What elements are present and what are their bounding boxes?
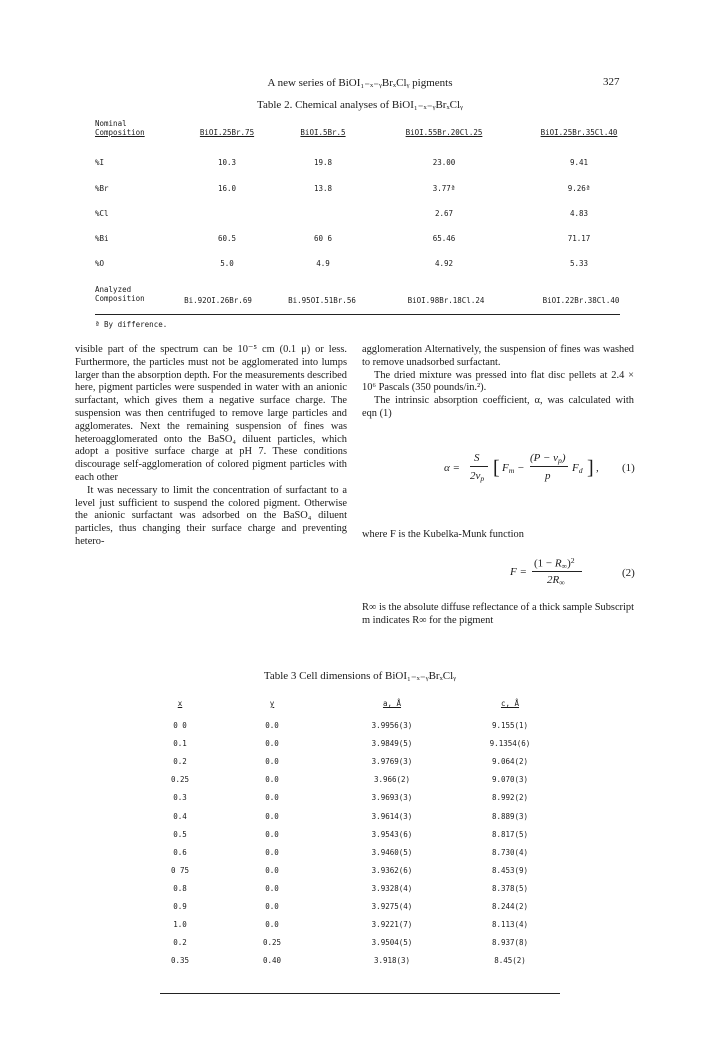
table3-cell: 8.992(2) xyxy=(491,793,529,803)
table3-cell: 3.9956(3) xyxy=(371,721,413,730)
table3-cell: 0.0 xyxy=(265,829,279,839)
table3-cell: 0.0 xyxy=(265,883,279,893)
table2-cell: 2.67 xyxy=(434,209,454,218)
table3-cell: 0.6 xyxy=(173,847,187,857)
table2-cell: 4.92 xyxy=(434,259,454,268)
table3-cell: 8.113(4) xyxy=(491,920,529,930)
table2-cell: 13.8 xyxy=(313,184,333,193)
table3-cell: 1.0 xyxy=(173,920,187,930)
table3-cell: 0.0 xyxy=(265,920,279,930)
body-paragraph: R∞ is the absolute diffuse reflectance of a thick sample Subscript m indicates R∞ for the pigment xyxy=(362,602,634,626)
table2-cell: 9.41 xyxy=(569,158,589,167)
table3-cell: 8.817(5) xyxy=(491,829,529,839)
table3-cell: 0.0 xyxy=(265,847,279,857)
table3-cell: 3.9328(4) xyxy=(371,883,413,893)
table3-cell: 3.9362(6) xyxy=(371,865,413,875)
table3-cell: 3.918(3) xyxy=(373,956,411,966)
table2-row-label: %Bi xyxy=(95,234,109,243)
table3-cell: 9.1354(6) xyxy=(489,739,531,749)
table2-cell: 60.5 xyxy=(217,234,237,243)
table3-cell: 0.0 xyxy=(265,902,279,911)
table2-caption: Table 2. Chemical analyses of BiOI₁₋ₓ₋ᵧBrₓClᵧ xyxy=(257,99,463,111)
table3-cell: 3.9221(7) xyxy=(371,920,413,930)
table3-cell: 0.0 xyxy=(265,811,279,821)
body-paragraph: The intrinsic absorption coefficient, α, was calculated with eqn (1) xyxy=(362,395,634,419)
equation-2-number: (2) xyxy=(622,567,635,579)
table3-bottom-rule xyxy=(160,993,560,994)
table3-cell: 3.9460(5) xyxy=(371,847,413,857)
table2-analyzed-composition: Bi.92OI.26Br.69 xyxy=(184,296,252,305)
table3-cell: 0 0 xyxy=(173,721,187,730)
table2-row-label: %Br xyxy=(95,184,109,193)
table3-cell: 9.155(1) xyxy=(491,721,529,730)
table3-cell: 3.9275(4) xyxy=(371,902,413,911)
table2-cell: 60 6 xyxy=(313,234,333,243)
table2-cell: 23.00 xyxy=(432,158,456,167)
table3-cell: 0.25 xyxy=(170,775,190,785)
table2-row-label: %I xyxy=(95,158,105,167)
table3-cell: 0.35 xyxy=(170,956,190,966)
table2-analyzed-composition: BiOI.98Br.18Cl.24 xyxy=(407,296,485,305)
equation-2: F = $(1 - R_\infty)^2$ $2R_\infty$ xyxy=(510,554,590,594)
table2-footnote: ª By difference. xyxy=(95,320,168,329)
table3-cell: 8.45(2) xyxy=(494,956,526,966)
table3-cell: 0.3 xyxy=(173,793,187,803)
table3-cell: 0.4 xyxy=(173,811,187,821)
table3-caption: Table 3 Cell dimensions of BiOI₁₋ₓ₋ᵧBrₓClᵧ xyxy=(263,670,457,682)
table2-cell: 4.83 xyxy=(569,209,589,218)
table3-header: x xyxy=(177,699,183,708)
table2-nominal-label-1: Nominal xyxy=(95,119,127,128)
table3-cell: 0.0 xyxy=(265,739,279,749)
table3-cell: 0.40 xyxy=(262,956,282,966)
table2-row-label: %O xyxy=(95,259,105,268)
table2-composition: BiOI.25Br.75 xyxy=(199,128,255,137)
body-paragraph: visible part of the spectrum can be 10⁻⁵ cm (0.1 μ) or less. Furthermore, the particles must not be agglomerated into lumps larger than the absorption depth. For the measurements described here, pigment particles were suspended in water with an anionic surfactant, which gives them a negative surface charge. The suspension was then centrifuged to remove large particles and agglomerates. Next the remaining suspension of fines was heteroagglomerated onto the BaSO₄ diluent particles, which adopt a positive surface charge at pH 7. These conditions discourage self-agglomeration of colored pigment particles with each other xyxy=(75,344,347,483)
body-paragraph: The dried mixture was pressed into flat disc pellets at 2.4 × 10⁶ Pascals (350 pounds/in.²). xyxy=(362,369,634,394)
table2-composition: BiOI.25Br.35Cl.40 xyxy=(540,128,618,137)
table3-cell: 0.2 xyxy=(173,938,187,948)
table3-header: y xyxy=(269,699,275,708)
table3-cell: 0.9 xyxy=(173,902,187,911)
table3-cell: 0 75 xyxy=(170,865,190,875)
table3-cell: 0.8 xyxy=(173,883,187,893)
table3-cell: 8.378(5) xyxy=(491,883,529,893)
table2-cell: 65.46 xyxy=(432,234,456,243)
table3-cell: 8.889(3) xyxy=(491,811,529,821)
table2-analyzed-composition: BiOI.22Br.38Cl.40 xyxy=(542,296,620,305)
table3-cell: 0.0 xyxy=(265,721,279,730)
table2-composition: BiOI.5Br.5 xyxy=(300,128,346,137)
table3-cell: 3.9693(3) xyxy=(371,793,413,803)
page-number: 327 xyxy=(603,76,620,88)
table3-cell: 3.9849(5) xyxy=(371,739,413,749)
table3-cell: 0.0 xyxy=(265,757,279,767)
table2-row-label: %Cl xyxy=(95,209,109,218)
table3-cell: 0.2 xyxy=(173,757,187,767)
table2-cell: 71.17 xyxy=(567,234,591,243)
table2-cell: 3.77ª xyxy=(432,184,456,193)
table3-cell: 9.070(3) xyxy=(491,775,529,785)
table2-cell: 5.0 xyxy=(220,259,234,268)
table2-cell: 5.33 xyxy=(569,259,589,268)
table3-cell: 0.25 xyxy=(262,938,282,948)
table2-analyzed-label-1: Analyzed xyxy=(95,285,132,294)
equation-1-number: (1) xyxy=(622,462,635,474)
table3-cell: 8.937(8) xyxy=(491,938,529,948)
equation-1: α = S $2v_p$ [ $F_m$ − $(P - v_p)$ p $F_d$ ] , xyxy=(444,452,599,483)
table3-cell: 8.244(2) xyxy=(491,902,529,911)
body-paragraph: agglomeration Alternatively, the suspension of fines was washed to remove unadsorbed surfactant. xyxy=(362,344,634,368)
table3-cell: 0.5 xyxy=(173,829,187,839)
table3-cell: 3.9543(6) xyxy=(371,829,413,839)
table3-cell: 0.0 xyxy=(265,793,279,803)
table2-nominal-label-2: Composition xyxy=(95,128,145,137)
table3-cell: 3.9769(3) xyxy=(371,757,413,767)
table3-cell: 3.966(2) xyxy=(373,775,411,785)
table2-analyzed-composition: Bi.95OI.51Br.56 xyxy=(288,296,356,305)
table2-cell: 9.26ª xyxy=(567,184,591,193)
table3-cell: 3.9614(3) xyxy=(371,811,413,821)
table3-cell: 8.453(9) xyxy=(491,865,529,875)
where-text: where F is the Kubelka-Munk function xyxy=(362,529,524,540)
table3-cell: 0.1 xyxy=(173,739,187,749)
table2-cell: 10.3 xyxy=(217,158,237,167)
table3-cell: 0.0 xyxy=(265,865,279,875)
table3-cell: 9.064(2) xyxy=(491,757,529,767)
table3-cell: 8.730(4) xyxy=(491,847,529,857)
body-paragraph: It was necessary to limit the concentration of surfactant to a level just sufficient to suspend the colored pigment. Otherwise the anionic surfactant was adsorbed on the BaSO₄ diluent particles, thus changing their surface charge and preventing hetero- xyxy=(75,484,347,547)
table3-header: c, Å xyxy=(500,699,520,708)
table2-composition: BiOI.55Br.20Cl.25 xyxy=(405,128,483,137)
table2-cell: 4.9 xyxy=(316,259,330,268)
table2-cell: 16.0 xyxy=(217,184,237,193)
running-header: A new series of BiOI₁₋ₓ₋ᵧBrₓClᵧ pigments xyxy=(267,77,453,89)
table3-header: a, Å xyxy=(382,699,402,708)
table2-cell: 19.8 xyxy=(313,158,333,167)
table2-analyzed-label-2: Composition xyxy=(95,294,145,303)
table3-cell: 0.0 xyxy=(265,775,279,785)
table3-cell: 3.9504(5) xyxy=(371,938,413,948)
